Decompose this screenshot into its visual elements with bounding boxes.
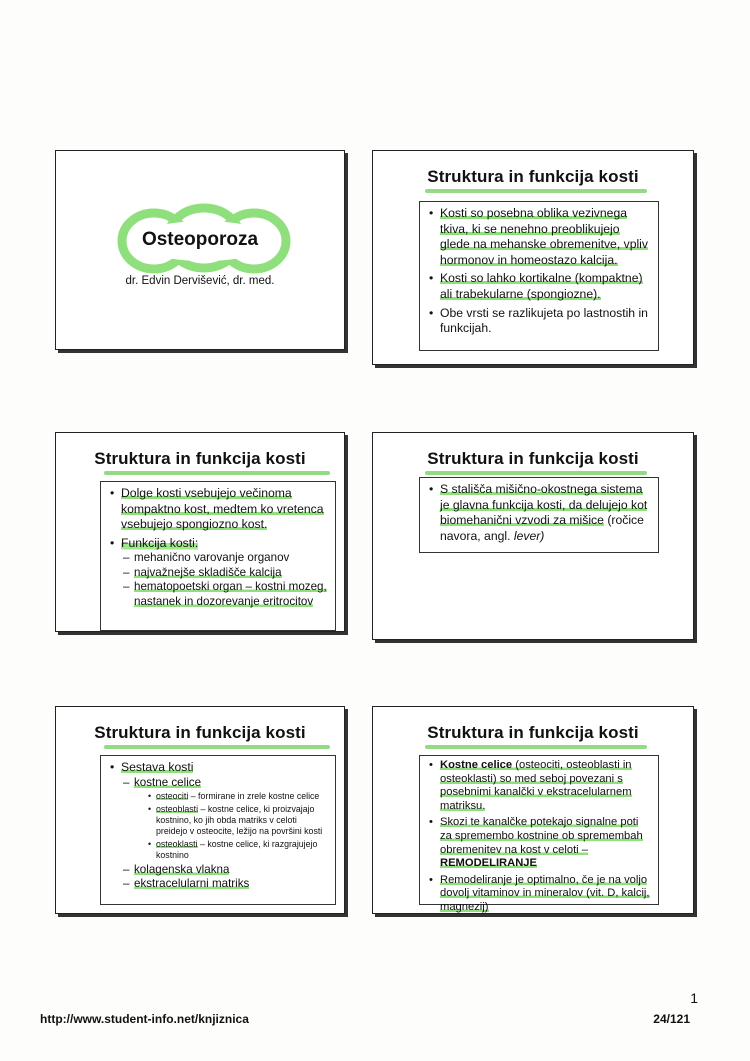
content-box (100, 481, 336, 631)
sub-item: – kolagenska vlakna (134, 863, 329, 878)
title-underline (425, 189, 647, 193)
slide-4 (372, 432, 694, 640)
cell-item: • osteoblasti – kostne celice, ki proizvajajo kostnino, ko jih obda matriks v celoti preidejo v osteocite, ležijo na površini kosti (156, 804, 329, 838)
page-number: 1 (690, 990, 698, 1006)
list-item: • Skozi te kanalčke potekajo signalne poti za spremembo kostnine ob spremembah obremenitev na kost v celoti – REMODELIRANJE (440, 816, 652, 870)
slide-5 (55, 706, 345, 914)
sub-item: – najvažnejše skladišče kalcija (134, 566, 329, 581)
list-item: • Kosti so lahko kortikalne (kompaktne) ali trabekularne (spongiozne). (440, 271, 652, 302)
slide-title-text: Struktura in funkcija kosti (427, 449, 639, 468)
slide-2 (372, 150, 694, 365)
slide-title-text: Struktura in funkcija kosti (427, 723, 639, 742)
list-item: • Funkcija kosti: – mehanično varovanje organov – najvažnejše skladišče kalcija – hematopoetski organ – kostni mozeg, nastanek in dozorevanje eritrocitov (121, 536, 329, 610)
list-item: • S stališča mišično-okostnega sistema je glavna funkcija kosti, da delujejo kot biomehanični vzvodi za mišice (ročice navora, angl. lever) (440, 482, 652, 544)
title-underline (425, 471, 647, 475)
content-box (419, 477, 659, 553)
pagination: 24/121 (653, 1012, 690, 1026)
content-box (100, 755, 336, 905)
slide-title (55, 150, 345, 350)
sub-item: – kostne celice • osteociti – formirane in zrele kostne celice • osteoblasti – kostne celice, ki proizvajajo kostnino, ko jih obda matriks v celoti preidejo v osteocite, ležijo na površini kosti • osteoklasti – kostne celice, ki razgrajujejo kostnino (134, 776, 329, 862)
sub-item: – hematopoetski organ – kostni mozeg, nastanek in dozorevanje eritrocitov (134, 580, 329, 609)
slide-3 (55, 432, 345, 632)
list-item: • Dolge kosti vsebujejo večinoma kompaktno kost, medtem ko vretenca vsebujejo spongiozno kost. (121, 486, 329, 533)
list-item: • Remodeliranje je optimalno, če je na voljo dovolj vitaminov in mineralov (vit. D, kalcij, magnezij) (440, 874, 652, 914)
cell-item: • osteoklasti – kostne celice, ki razgrajujejo kostnino (156, 839, 329, 862)
author-line: dr. Edvin Dervišević, dr. med. (125, 275, 275, 287)
content-box (419, 201, 659, 351)
title-underline (104, 745, 330, 749)
source-url: http://www.student-info.net/knjiznica (40, 1012, 249, 1026)
cell-item: • osteociti – formirane in zrele kostne celice (156, 791, 329, 802)
slide-6 (372, 706, 694, 914)
list-item: • Kosti so posebna oblika vezivnega tkiva, ki se nenehno preoblikujejo glede na mehanske obremenitve, vpliv hormonov in homeostazo kalcija. (440, 206, 652, 268)
sub-item: – ekstracelularni matriks (134, 877, 329, 892)
slide-title-text: Struktura in funkcija kosti (94, 723, 306, 742)
list-item: • Obe vrsti se razlikujeta po lastnostih in funkcijah. (440, 306, 652, 337)
title-underline (104, 471, 330, 475)
list-item: • Sestava kosti – kostne celice • osteociti – formirane in zrele kostne celice • osteoblasti – kostne celice, ki proizvajajo kostnino, ko jih obda matriks v celoti preidejo v osteocite, ležijo na površini kosti • osteoklasti – kostne celice, ki razgrajujejo kostnino – kolagenska vlakna – ekstracelularni matriks (121, 760, 329, 892)
title-underline (425, 745, 647, 749)
slide-title-text: Struktura in funkcija kosti (427, 167, 639, 186)
content-box (419, 755, 659, 913)
list-item: • Kostne celice (osteociti, osteoblasti in osteoklasti) so med seboj povezani s posebnimi kanalčki v ekstracelularnem matriksu. (440, 759, 652, 813)
sub-item: – mehanično varovanje organov (134, 551, 329, 566)
presentation-title: Osteoporoza (141, 229, 259, 250)
slide-title-text: Struktura in funkcija kosti (94, 449, 306, 468)
